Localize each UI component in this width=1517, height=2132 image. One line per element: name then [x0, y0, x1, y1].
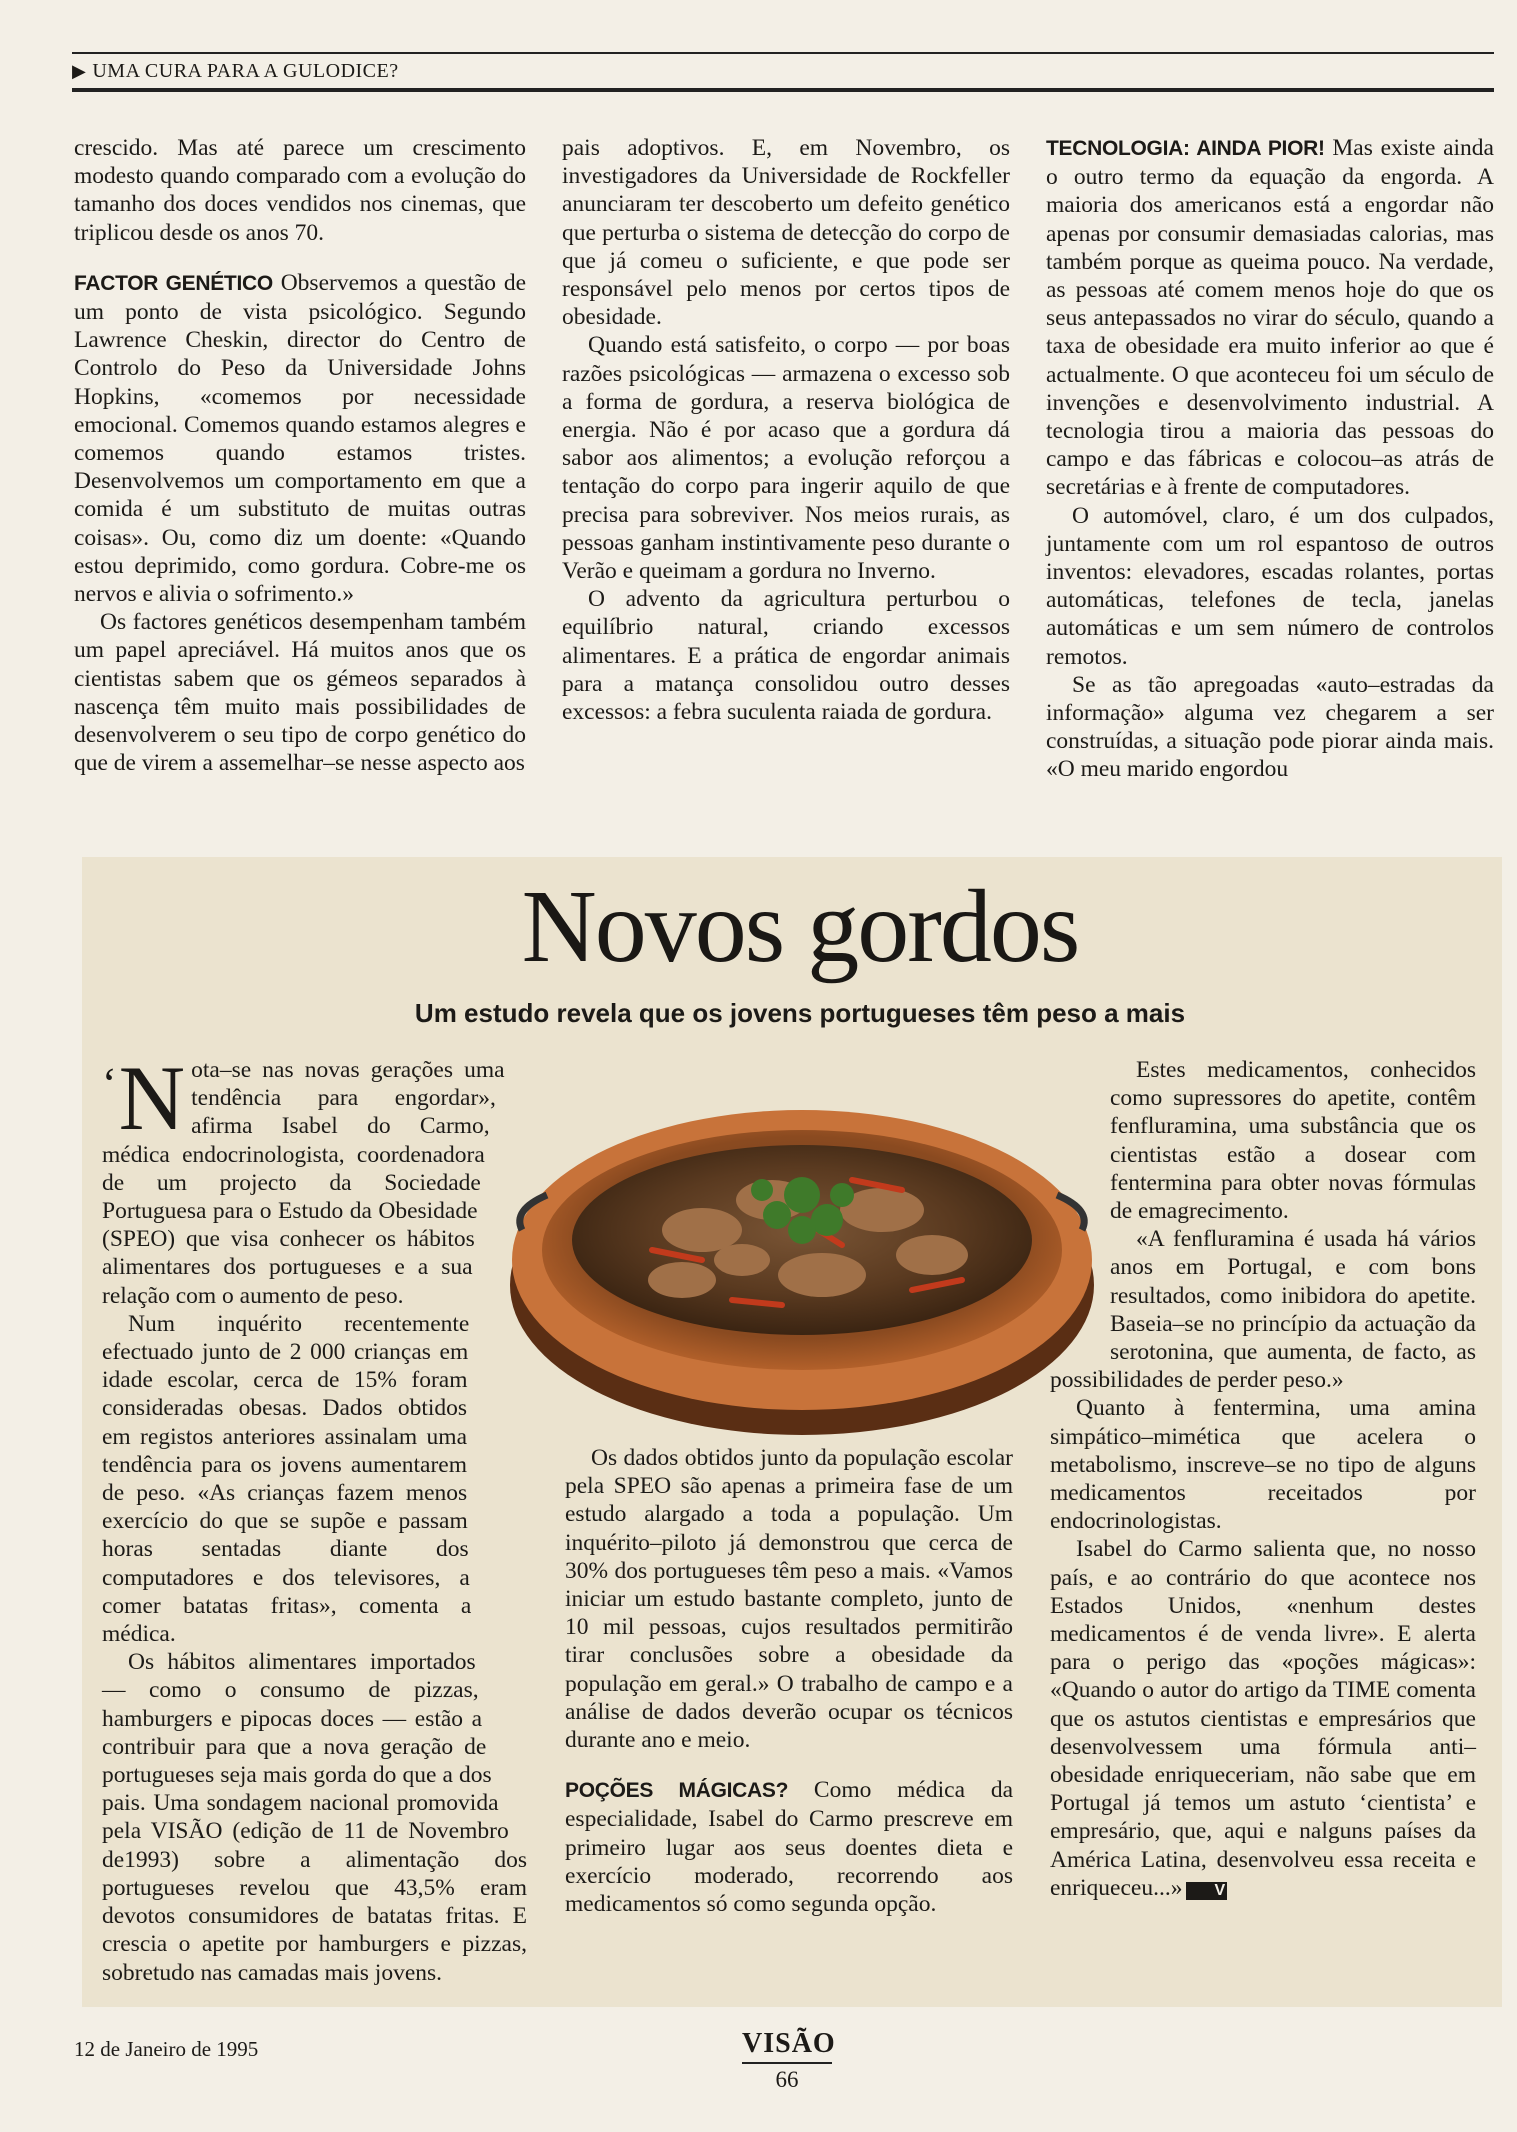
end-mark-icon: V	[1186, 1882, 1227, 1900]
feature-paragraph: Os dados obtidos junto da população escolar pela SPEO são apenas a primeira fase de um estudo alargado a toda a população. Um inquérito–piloto já demonstrou que cerca de 30% dos portugueses têm peso a mais. «Vamos iniciar um estudo bastante completo, junto de 10 mil pessoas, cujos resultados permitirão tirar conclusões sobre a obesidade da população em geral.» O trabalho de campo e a análise de dados deverão ocupar os técnicos durante ano e meio.	[565, 1445, 1013, 1754]
article-paragraph: Os factores genéticos desempenham também um papel apreciável. Há muitos anos que os cientistas sabem que os gémeos separados à nascença têm muito mais possibilidades de desenvolverem o seu tipo de corpo genético do que de virem a assemelhar–se nesse aspecto aos	[74, 609, 526, 777]
dropcap-letter: N	[118, 1047, 186, 1149]
article-column-1	[74, 134, 526, 777]
magazine-footer	[742, 2028, 836, 2093]
article-paragraph: Se as tão apregoadas «auto–estradas da informação» alguma vez chegarem a ser construídas, a situação pode piorar ainda mais. «O meu marido engordou	[1046, 671, 1494, 783]
feature-paragraph	[565, 1776, 1013, 1918]
feature-column-2	[565, 1444, 1013, 1918]
feature-column-3	[1050, 1056, 1476, 1902]
play-triangle-icon: ▶	[72, 61, 87, 81]
article-paragraph: O automóvel, claro, é um dos culpados, juntamente com um rol espantoso de outros inventos: elevadores, escadas rolantes, portas automáticas, telefones de tecla, janelas automáticas e um sem número de controlos remotos.	[1046, 502, 1494, 670]
feature-paragraph: Num inquérito recentemente efectuado junto de 2 000 crianças em idade escolar, cerca de 15% foram consideradas obesas. Dados obtidos em registos anteriores assinalam uma tendência para os jovens aumentarem de peso. «As crianças fazem menos exercício do que se supõe e passam horas sentadas diante dos computadores e dos televisores, a comer batatas fritas», comenta a médica.	[102, 1310, 472, 1648]
article-paragraph	[74, 269, 526, 608]
feature-paragraph	[1050, 1535, 1476, 1902]
dropcap-quote: ‘	[102, 1059, 117, 1108]
article-paragraph: O advento da agricultura perturbou o equilíbrio natural, criando excessos alimentares. E a prática de engordar animais para a matança consolidou outro desses excessos: a febra suculenta raiada de gordura.	[562, 586, 1010, 726]
article-paragraph	[1046, 134, 1494, 502]
article-paragraph: crescido. Mas até parece um crescimento modesto quando comparado com a evolução do tamanho dos doces vendidos nos cinemas, que triplicou desde os anos 70.	[74, 135, 526, 246]
issue-date: 12 de Janeiro de 1995	[74, 2037, 259, 2061]
article-text: Mas existe ainda o outro termo da equação da engorda. A maioria dos americanos está a engordar não apenas por consumir demasiadas calorias, mas também porque as queima pouco. Na verdade, as pessoas até comem menos hoje do que os seus antepassados no virar do século, quando a taxa de obesidade era muito inferior ao que é actualmente. O que aconteceu foi um século de invenções e desenvolvimento industrial. A tecnologia tirou a maioria das pessoas do campo e das fábricas e colocou–as atrás de secretárias e à frente de computadores.	[1046, 135, 1494, 501]
page-number: 66	[775, 2067, 799, 2092]
feature-paragraph: Estes medicamentos, conhecidos como supressores do apetite, contêm fenfluramina, uma substância que os cientistas estão a dosear com fentermina para obter novas fórmulas de emagrecimento.	[1110, 1057, 1476, 1225]
article-column-2	[562, 134, 1010, 726]
feature-column-1	[102, 1047, 527, 1987]
header-rule	[72, 88, 1494, 92]
feature-paragraph: «A fenfluramina é usada há vários anos em Portugal, e com bons resultados, como inibidora do apetite. Baseia–se no princípio da actuação da serotonina, que aumenta, de facto, as possibilidades de perder peso.»	[1050, 1226, 1476, 1394]
feature-paragraph: Os hábitos alimentares importados — como o consumo de pizzas, hamburgers e pipocas doces — estão a contribuir para que a nova geração de portugueses seja mais gorda do que a dos pais. Uma sondagem nacional promovida pela VISÃO (edição de 11 de Novembro de1993) sobre a alimentação dos portugueses revelou que 43,5% eram devotos consumidores de batatas fritas. E crescia o apetite por hamburgers e pizzas, sobretudo nas camadas mais jovens.	[102, 1649, 527, 1986]
kicker-factor-genetico: FACTOR GENÉTICO	[74, 271, 273, 295]
kicker-tecnologia: TECNOLOGIA: AINDA PIOR!	[1046, 137, 1325, 160]
feature-text: ota–se nas novas gerações uma tendência para engordar», afirma Isabel do Carmo, médica endocrinologista, coordenadora de um projecto da Sociedade Portuguesa para o Estudo da Obesidade (SPEO) que visa conhecer os hábitos alimentares dos portugueses e a sua relação com o aumento de peso.	[102, 1057, 505, 1309]
footer-rule	[742, 2062, 832, 2064]
section-header	[72, 60, 399, 83]
feature-subtitle: Um estudo revela que os jovens portugueses têm peso a mais	[414, 998, 1186, 1028]
article-paragraph: Quando está satisfeito, o corpo — por boas razões psicológicas — armazena o excesso sob a forma de gordura, a reserva biológica de energia. Não é por acaso que a gordura dá sabor aos alimentos; a evolução reforçou a tentação do corpo para ingerir aquilo de que precisa para sobreviver. Nos meios rurais, as pessoas ganham instintivamente peso durante o Verão e queimam a gordura no Inverno.	[562, 332, 1010, 585]
feature-text: Isabel do Carmo salienta que, no nosso país, e ao contrário do que acontece nos Estados Unidos, «nenhum destes medicamentos é de venda livre». E alerta para o perigo das «poções mágicas»: «Quando o autor do artigo da TIME comenta que os astutos cientistas e empresários que desenvolvessem uma fórmula anti–obesidade enriqueceriam, não sabe que em Portugal já temos um astuto ‘cientista’ e empresário, que, aqui e nalguns países da América Latina, desenvolveu essa receita e enriqueceu...»	[1050, 1536, 1476, 1901]
kicker-pocoes-magicas: POÇÕES MÁGICAS?	[565, 1779, 789, 1803]
top-rule	[72, 52, 1494, 54]
feature-text: Como médica da especialidade, Isabel do Carmo prescreve em primeiro lugar aos seus doentes dieta e exercício moderado, recorrendo aos medicamentos só como segunda opção.	[565, 1777, 1014, 1918]
magazine-name: VISÃO	[742, 2028, 836, 2059]
section-title: UMA CURA PARA A GULODICE?	[92, 60, 399, 82]
image-wrap-spacer	[1050, 1096, 1110, 1356]
article-column-3	[1046, 134, 1494, 784]
article-text: Observemos a questão de um ponto de vista psicológico. Segundo Lawrence Cheskin, director do Centro de Controlo do Peso da Universidade Johns Hopkins, «comemos por necessidade emocional. Comemos quando estamos alegres e comemos quando estamos tristes. Desenvolvemos um comportamento em que a comida é um substituto de muitas outras coisas». Ou, como diz um doente: «Quando estou deprimido, como gordura. Cobre-me os nervos e alivia o sofrimento.»	[74, 269, 526, 608]
feature-paragraph	[102, 1047, 527, 1310]
food-dish-image	[502, 1080, 1102, 1440]
article-paragraph: pais adoptivos. E, em Novembro, os investigadores da Universidade de Rockfeller anunciaram ter descoberto um defeito genético que perturba o sistema de detecção do corpo de que já comeu o suficiente, e que pode ser responsável pelo menos por certos tipos de obesidade.	[562, 135, 1010, 331]
feature-title: Novos gordos	[521, 869, 1079, 984]
feature-paragraph: Quanto à fentermina, uma amina simpático–mimética que acelera o metabolismo, inscreve–se no tipo de alguns medicamentos receitados por endocrinologistas.	[1050, 1395, 1476, 1535]
